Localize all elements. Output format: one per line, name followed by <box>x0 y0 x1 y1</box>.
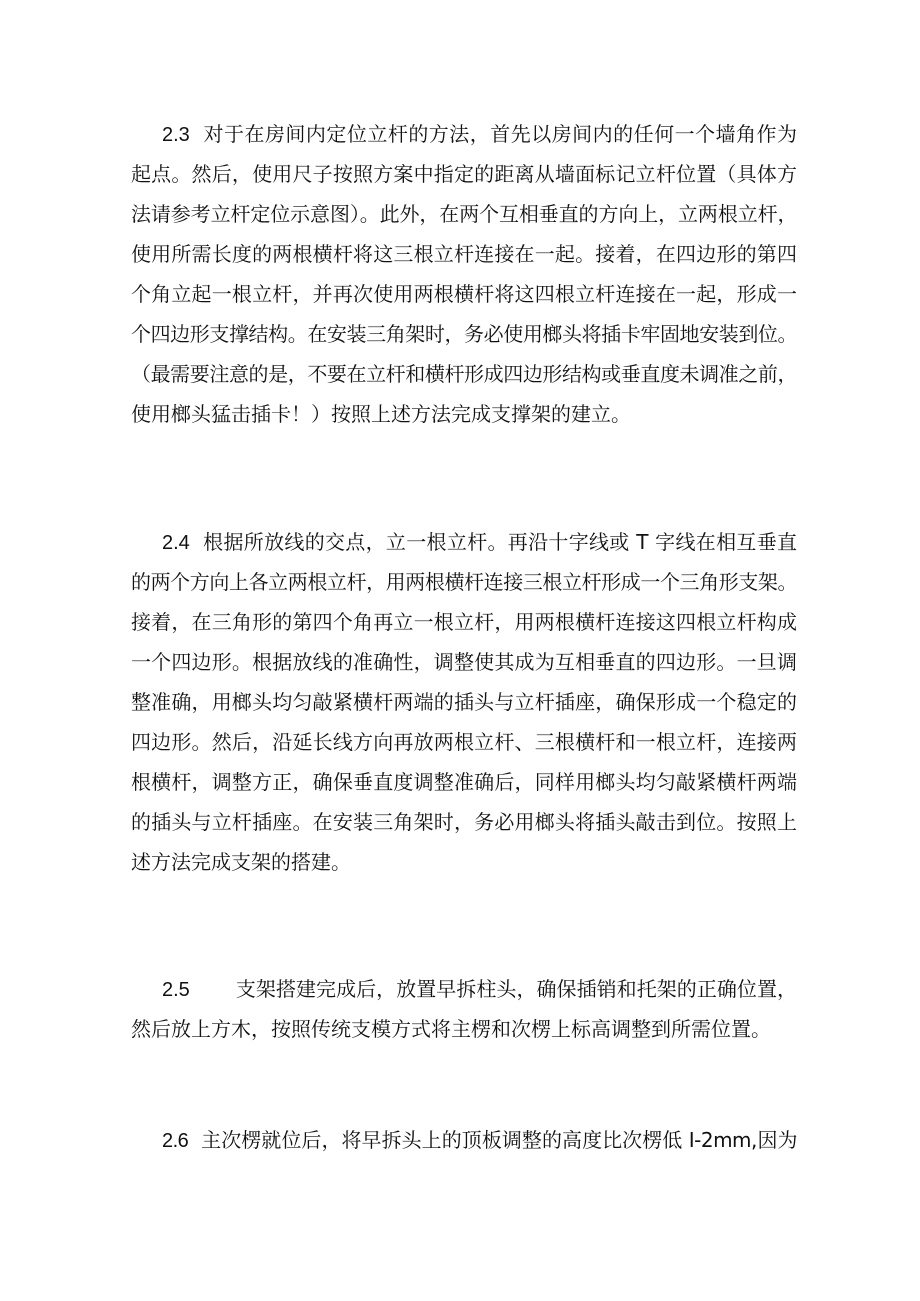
paragraph-line: 法请参考立杆定位示意图）。此外，在两个互相垂直的方向上，立两根立杆， <box>131 202 797 226</box>
paragraph-line: 四边形。然后，沿延长线方向再放两根立杆、三根横杆和一根立杆，连接两 <box>131 730 797 754</box>
paragraph-line <box>131 114 797 154</box>
paragraph-line: 使用所需长度的两根横杆将这三根立杆连接在一起。接着，在四边形的第四 <box>131 242 797 266</box>
section-number: 2.4 <box>162 532 190 554</box>
paragraph-text: 根据所放线的交点，立一根立杆。再沿十字线或 T 字线在相互垂直 <box>203 530 798 554</box>
paragraph-text: 对于在房间内定位立杆的方法，首先以房间内的任何一个墙角作为 <box>203 122 798 146</box>
section-2-3 <box>131 114 797 434</box>
paragraph-line <box>131 1120 797 1160</box>
paragraph-line: 个角立起一根立杆，并再次使用两根横杆将这四根立杆连接在一起，形成一 <box>131 282 797 306</box>
paragraph-line: 使用榔头猛击插卡！）按照上述方法完成支撑架的建立。 <box>131 402 631 426</box>
paragraph-line: 一个四边形。根据放线的准确性，调整使其成为互相垂直的四边形。一旦调 <box>131 650 797 674</box>
paragraph-line: 接着，在三角形的第四个角再立一根立杆，用两根横杆连接这四根立杆构成 <box>131 610 797 634</box>
section-number: 2.3 <box>162 124 190 146</box>
paragraph-line: 述方法完成支架的搭建。 <box>131 850 351 874</box>
paragraph-line: 整准确，用榔头均匀敲紧横杆两端的插头与立杆插座，确保形成一个稳定的 <box>131 690 797 714</box>
paragraph-line: 的两个方向上各立两根立杆，用两根横杆连接三根立杆形成一个三角形支架。 <box>131 570 797 594</box>
paragraph-line <box>131 969 797 1009</box>
paragraph-line: 然后放上方木，按照传统支模方式将主楞和次楞上标高调整到所需位置。 <box>131 1017 771 1041</box>
section-2-4 <box>131 522 797 882</box>
section-number: 2.6 <box>162 1130 189 1152</box>
section-2-5 <box>131 969 797 1049</box>
paragraph-line: （最需要注意的是，不要在立杆和横杆形成四边形结构或垂直度未调准之前， <box>131 362 797 386</box>
section-number: 2.5 <box>162 979 190 1001</box>
paragraph-text: 主次楞就位后，将早拆头上的顶板调整的高度比次楞低 I-2mm,因为 <box>201 1128 797 1152</box>
paragraph-line: 根横杆，调整方正，确保垂直度调整准确后，同样用榔头均匀敲紧横杆两端 <box>131 770 797 794</box>
paragraph-line: 个四边形支撑结构。在安装三角架时，务必使用榔头将插卡牢固地安装到位。 <box>131 322 797 346</box>
paragraph-line: 起点。然后，使用尺子按照方案中指定的距离从墙面标记立杆位置（具体方 <box>131 162 797 186</box>
section-2-6 <box>131 1120 797 1160</box>
paragraph-text: 支架搭建完成后，放置早拆柱头，确保插销和托架的正确位置， <box>235 977 797 1001</box>
paragraph-line <box>131 522 797 562</box>
paragraph-line: 的插头与立杆插座。在安装三角架时，务必用榔头将插头敲击到位。按照上 <box>131 810 797 834</box>
